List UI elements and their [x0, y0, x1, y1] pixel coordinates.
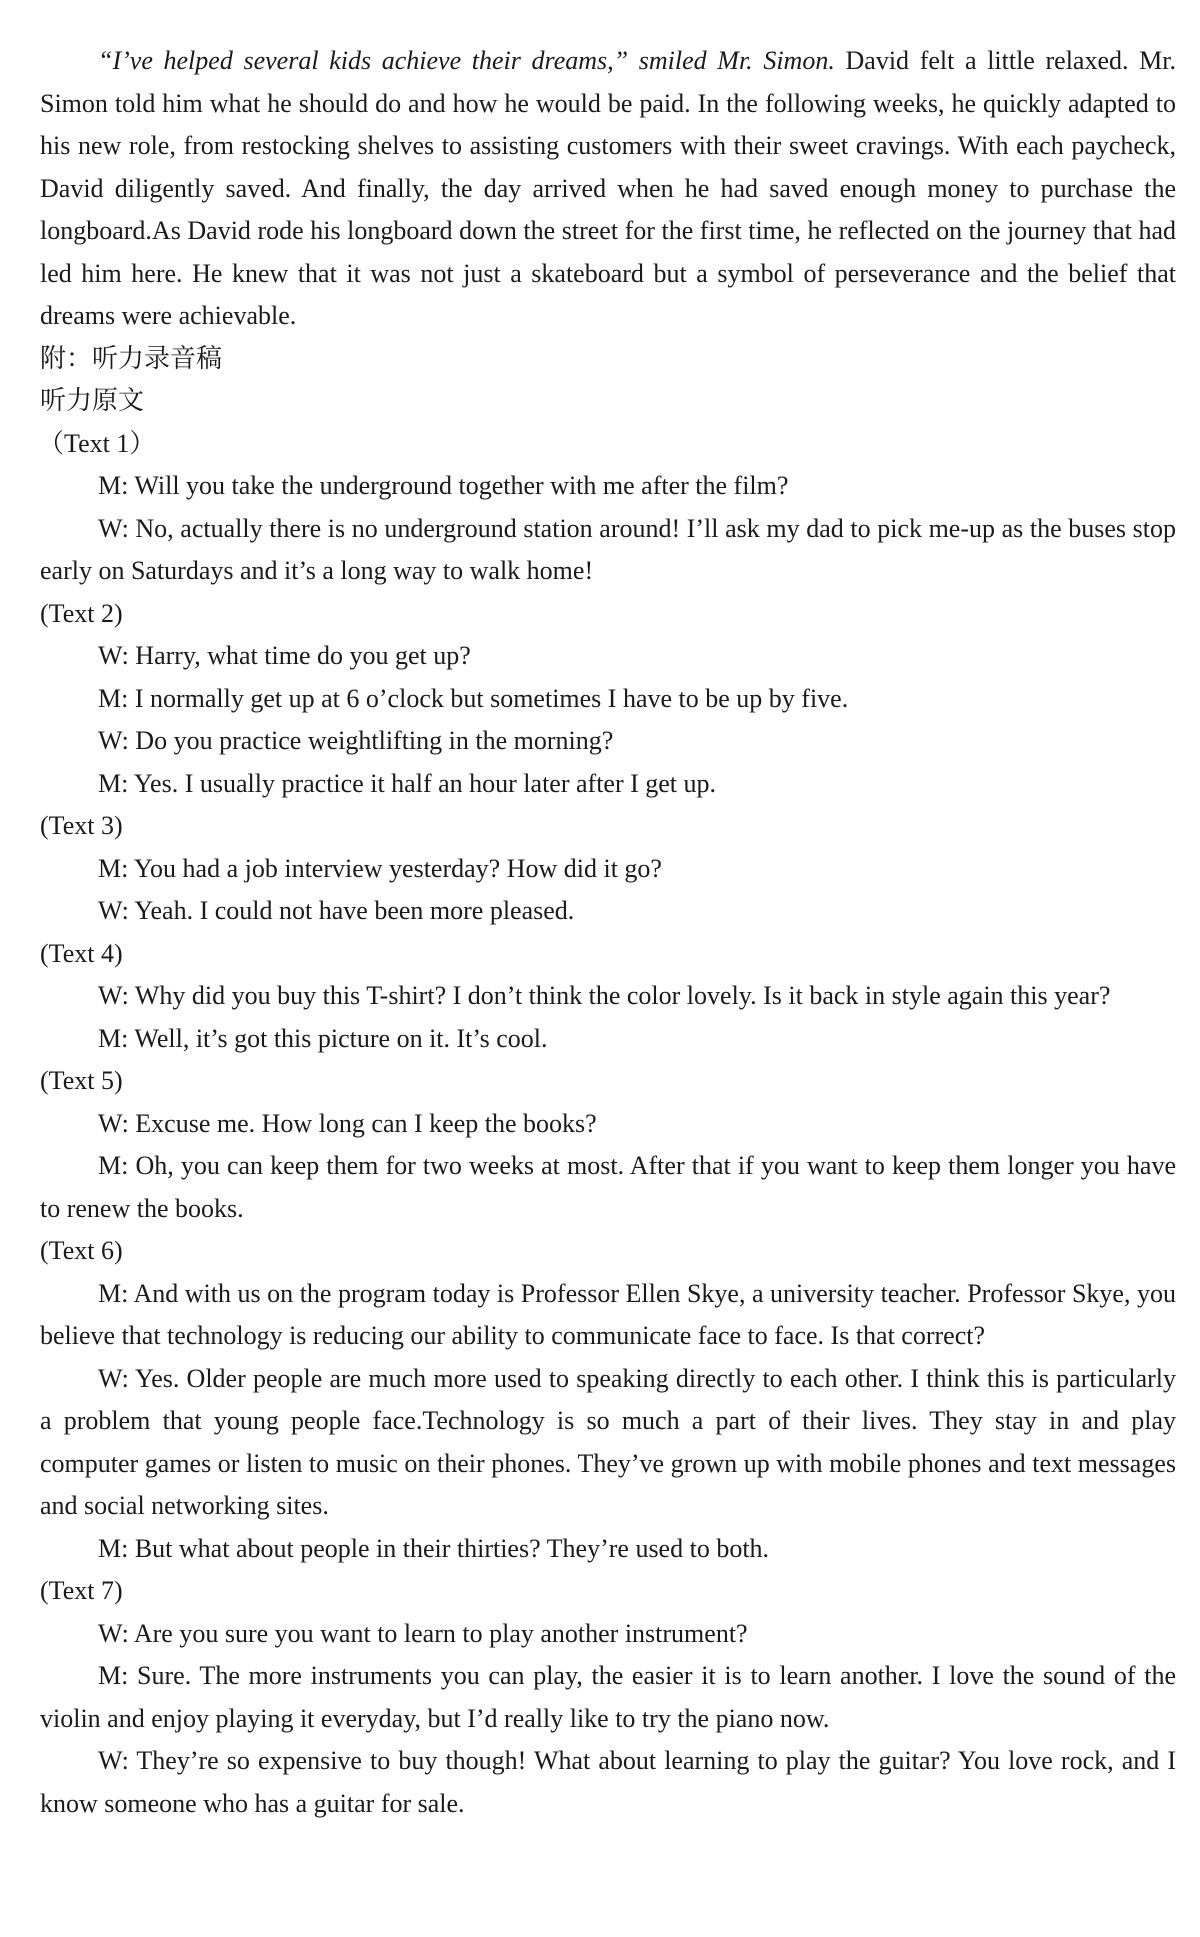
dialogue-line: W: Yeah. I could not have been more pleased. [98, 896, 575, 925]
dialogue-line: M: Will you take the underground together with me after the film? [98, 471, 789, 500]
dialogue-line: M: Oh, you can keep them for two weeks at most. After that if you want to keep them longer you have to renew the books. [40, 1151, 1176, 1223]
dialogue-line: W: Do you practice weightlifting in the morning? [98, 726, 614, 755]
dialogue-line: W: Harry, what time do you get up? [98, 641, 471, 670]
dialogue-line: W: Are you sure you want to learn to play another instrument? [98, 1618, 748, 1648]
text-4-label: (Text 4) [40, 938, 123, 968]
dialogue-line: M: Sure. The more instruments you can play, the easier it is to learn another. I love the sound of the violin and enjoy playing it everyday, but I’d really like to try the piano now. [40, 1661, 1176, 1733]
text-7-label: (Text 7) [40, 1576, 123, 1605]
story-text: David felt a little relaxed. Mr. Simon told him what he should do and how he would be paid. In the following weeks, he quickly adapted to his new role, from restocking shelves to assisting customers with their sweet cravings. With each paycheck, David diligently saved. And finally, the day arrived when he had saved enough money to purchase the longboard.As David rode his longboard down the street for the first time, he reflected on the journey that had led him here. He knew that it was not just a skateboard but a symbol of perseverance and the belief that dreams were achievable. [40, 46, 1177, 330]
appendix-title: 附：听力录音稿 [40, 343, 223, 374]
section-title: 听力原文 [40, 386, 145, 416]
dialogue-line: W: Yes. Older people are much more used to speaking directly to each other. I think this is particularly a problem that young people face.Technology is so much a part of their lives. They stay in and play computer games or listen to music on their phones. They’ve grown up with mobile phones and text messages and social networking sites. [40, 1363, 1176, 1520]
dialogue-line: M: But what about people in their thirties? They’re used to both. [98, 1533, 770, 1563]
text-2-label: (Text 2) [40, 598, 123, 628]
story-paragraph [40, 40, 1176, 338]
text-5-label: (Text 5) [40, 1066, 123, 1095]
dialogue-line: W: No, actually there is no underground station around! I’ll ask my dad to pick me-up as the buses stop early on Saturdays and it’s a long way to walk home! [40, 513, 1176, 585]
text-6-label: (Text 6) [40, 1236, 123, 1265]
quote-text: “I’ve helped several kids achieve their dreams,” smiled Mr. Simon. [98, 46, 835, 75]
dialogue-line: M: You had a job interview yesterday? How did it go? [98, 853, 662, 883]
dialogue-line: M: I normally get up at 6 o’clock but sometimes I have to be up by five. [98, 683, 849, 713]
text-1-label: （Text 1） [38, 428, 156, 458]
dialogue-line: M: Well, it’s got this picture on it. It’s cool. [98, 1023, 548, 1053]
dialogue-line: W: Why did you buy this T-shirt? I don’t think the color lovely. Is it back in style again this year? [98, 981, 1111, 1010]
dialogue-line: M: And with us on the program today is Professor Ellen Skye, a university teacher. Professor Skye, you believe that technology is reducing our ability to communicate face to face. Is that correct? [40, 1278, 1176, 1350]
dialogue-line: M: Yes. I usually practice it half an hour later after I get up. [98, 768, 717, 798]
text-3-label: (Text 3) [40, 811, 123, 840]
dialogue-line: W: Excuse me. How long can I keep the books? [98, 1108, 597, 1138]
dialogue-line: W: They’re so expensive to buy though! What about learning to play the guitar? You love rock, and I know someone who has a guitar for sale. [40, 1746, 1176, 1818]
